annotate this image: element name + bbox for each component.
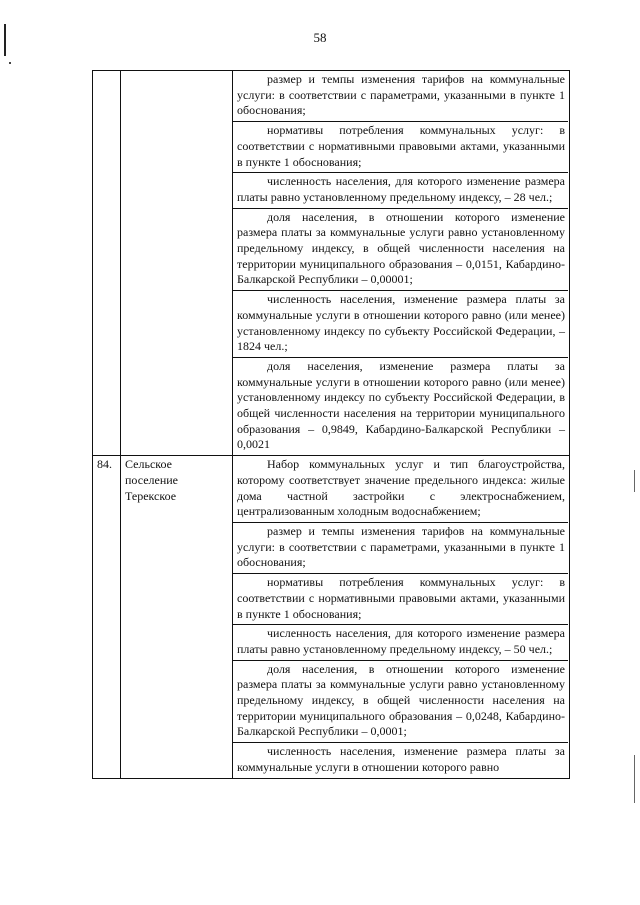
row-number-cell <box>93 71 121 456</box>
row-name-cell <box>121 71 233 456</box>
row-number: 84. <box>97 457 112 472</box>
scan-edge-mark <box>634 755 635 803</box>
settlement-name: Сельское поселение Терекское <box>125 457 179 503</box>
row-name-cell <box>121 456 233 778</box>
row-description-cell <box>233 71 570 456</box>
description-paragraph: численность населения, изменение размера платы за коммунальные услуги в отношении которого равно <box>237 744 565 774</box>
description-paragraph: Набор коммунальных услуг и тип благоустройства, которому соответствует значение предельного индекса: жилые дома частной застройки с электроснабжением, централизованным холодным водоснабжением; <box>233 456 568 523</box>
description-paragraph: доля населения, в отношении которого изменение размера платы за коммунальные услуги равно установленному предельному индексу, в общей численности населения на территории муниципального образования – 0,0151, Кабардино-Балкарской Республики – 0,00001; <box>233 209 568 292</box>
description-paragraph: численность населения, для которого изменение размера платы равно установленному предельному индексу, – 28 чел.; <box>233 173 568 208</box>
table-row <box>93 456 570 778</box>
description-paragraph: доля населения, изменение размера платы за коммунальные услуги в отношении которого равно (или менее) установленному индексу по субъекту Российской Федерации, в общей численности населения на территории муниципального образования – 0,9849, Кабардино-Балкарской Республики – 0,0021 <box>237 358 565 452</box>
description-paragraph: нормативы потребления коммунальных услуг: в соответствии с нормативными правовыми актами, указанными в пункте 1 обоснования; <box>233 122 568 173</box>
description-paragraph: размер и темпы изменения тарифов на коммунальные услуги: в соответствии с параметрами, указанными в пункте 1 обоснования; <box>233 523 568 574</box>
description-paragraph: численность населения, для которого изменение размера платы равно установленному предельному индексу, – 50 чел.; <box>233 625 568 660</box>
page-number: 58 <box>313 30 327 45</box>
description-paragraph: нормативы потребления коммунальных услуг: в соответствии с нормативными правовыми актами, указанными в пункте 1 обоснования; <box>233 574 568 625</box>
document-table <box>92 70 570 779</box>
scan-edge-mark <box>634 470 635 492</box>
row-number-cell <box>93 456 121 778</box>
table-row <box>93 71 570 456</box>
description-paragraph: размер и темпы изменения тарифов на коммунальные услуги: в соответствии с параметрами, указанными в пункте 1 обоснования; <box>233 71 568 122</box>
description-paragraph: доля населения, в отношении которого изменение размера платы за коммунальные услуги равно установленному предельному индексу, в общей численности населения на территории муниципального образования – 0,0248, Кабардино-Балкарской Республики – 0,0001; <box>233 661 568 744</box>
row-description-cell <box>233 456 570 778</box>
scan-margin-dot <box>9 62 11 64</box>
description-paragraph: численность населения, изменение размера платы за коммунальные услуги в отношении которого равно (или менее) установленному индексу по субъекту Российской Федерации, – 1824 чел.; <box>233 291 568 358</box>
row-number <box>97 71 116 72</box>
